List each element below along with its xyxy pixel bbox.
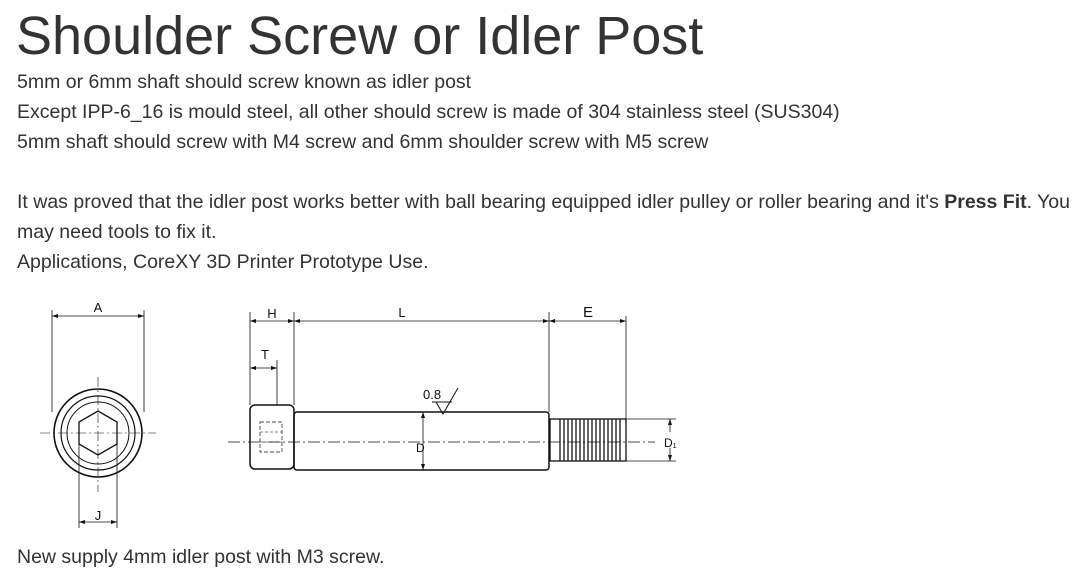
press-fit-bold: Press Fit xyxy=(944,191,1027,213)
description-text-end: . You may need tools to fix it. xyxy=(17,191,1070,243)
dim-label-t: T xyxy=(261,347,269,362)
thread-lines xyxy=(560,419,620,461)
applications-line: Applications, CoreXY 3D Printer Prototype Use. xyxy=(17,251,429,273)
description-paragraph xyxy=(17,187,1079,277)
dim-label-l: L xyxy=(398,305,406,320)
roughness-label: 0.8 xyxy=(423,387,442,402)
dim-label-a: A xyxy=(93,300,103,315)
dim-label-d1: D₁ xyxy=(664,436,677,450)
dim-label-h: H xyxy=(267,306,277,321)
page-title: Shoulder Screw or Idler Post xyxy=(16,6,704,66)
dim-label-d: D xyxy=(416,441,425,455)
shoulder-screw-drawing xyxy=(30,292,680,542)
dim-label-j: J xyxy=(94,508,102,523)
intro-paragraph xyxy=(17,67,840,157)
screw-side-view xyxy=(228,304,680,470)
intro-line: 5mm or 6mm shaft should screw known as idler post xyxy=(17,71,472,93)
footer-note: New supply 4mm idler post with M3 screw. xyxy=(17,546,385,568)
intro-line: 5mm shaft should screw with M4 screw and 6mm shoulder screw with M5 screw xyxy=(17,131,709,153)
dim-label-e: E xyxy=(582,304,594,321)
head-end-view xyxy=(40,300,156,528)
description-text: It was proved that the idler post works better with ball bearing equipped idler pulley or roller bearing and it's xyxy=(17,191,945,213)
intro-line: Except IPP-6_16 is mould steel, all other should screw is made of 304 stainless steel (SUS304) xyxy=(17,101,840,123)
